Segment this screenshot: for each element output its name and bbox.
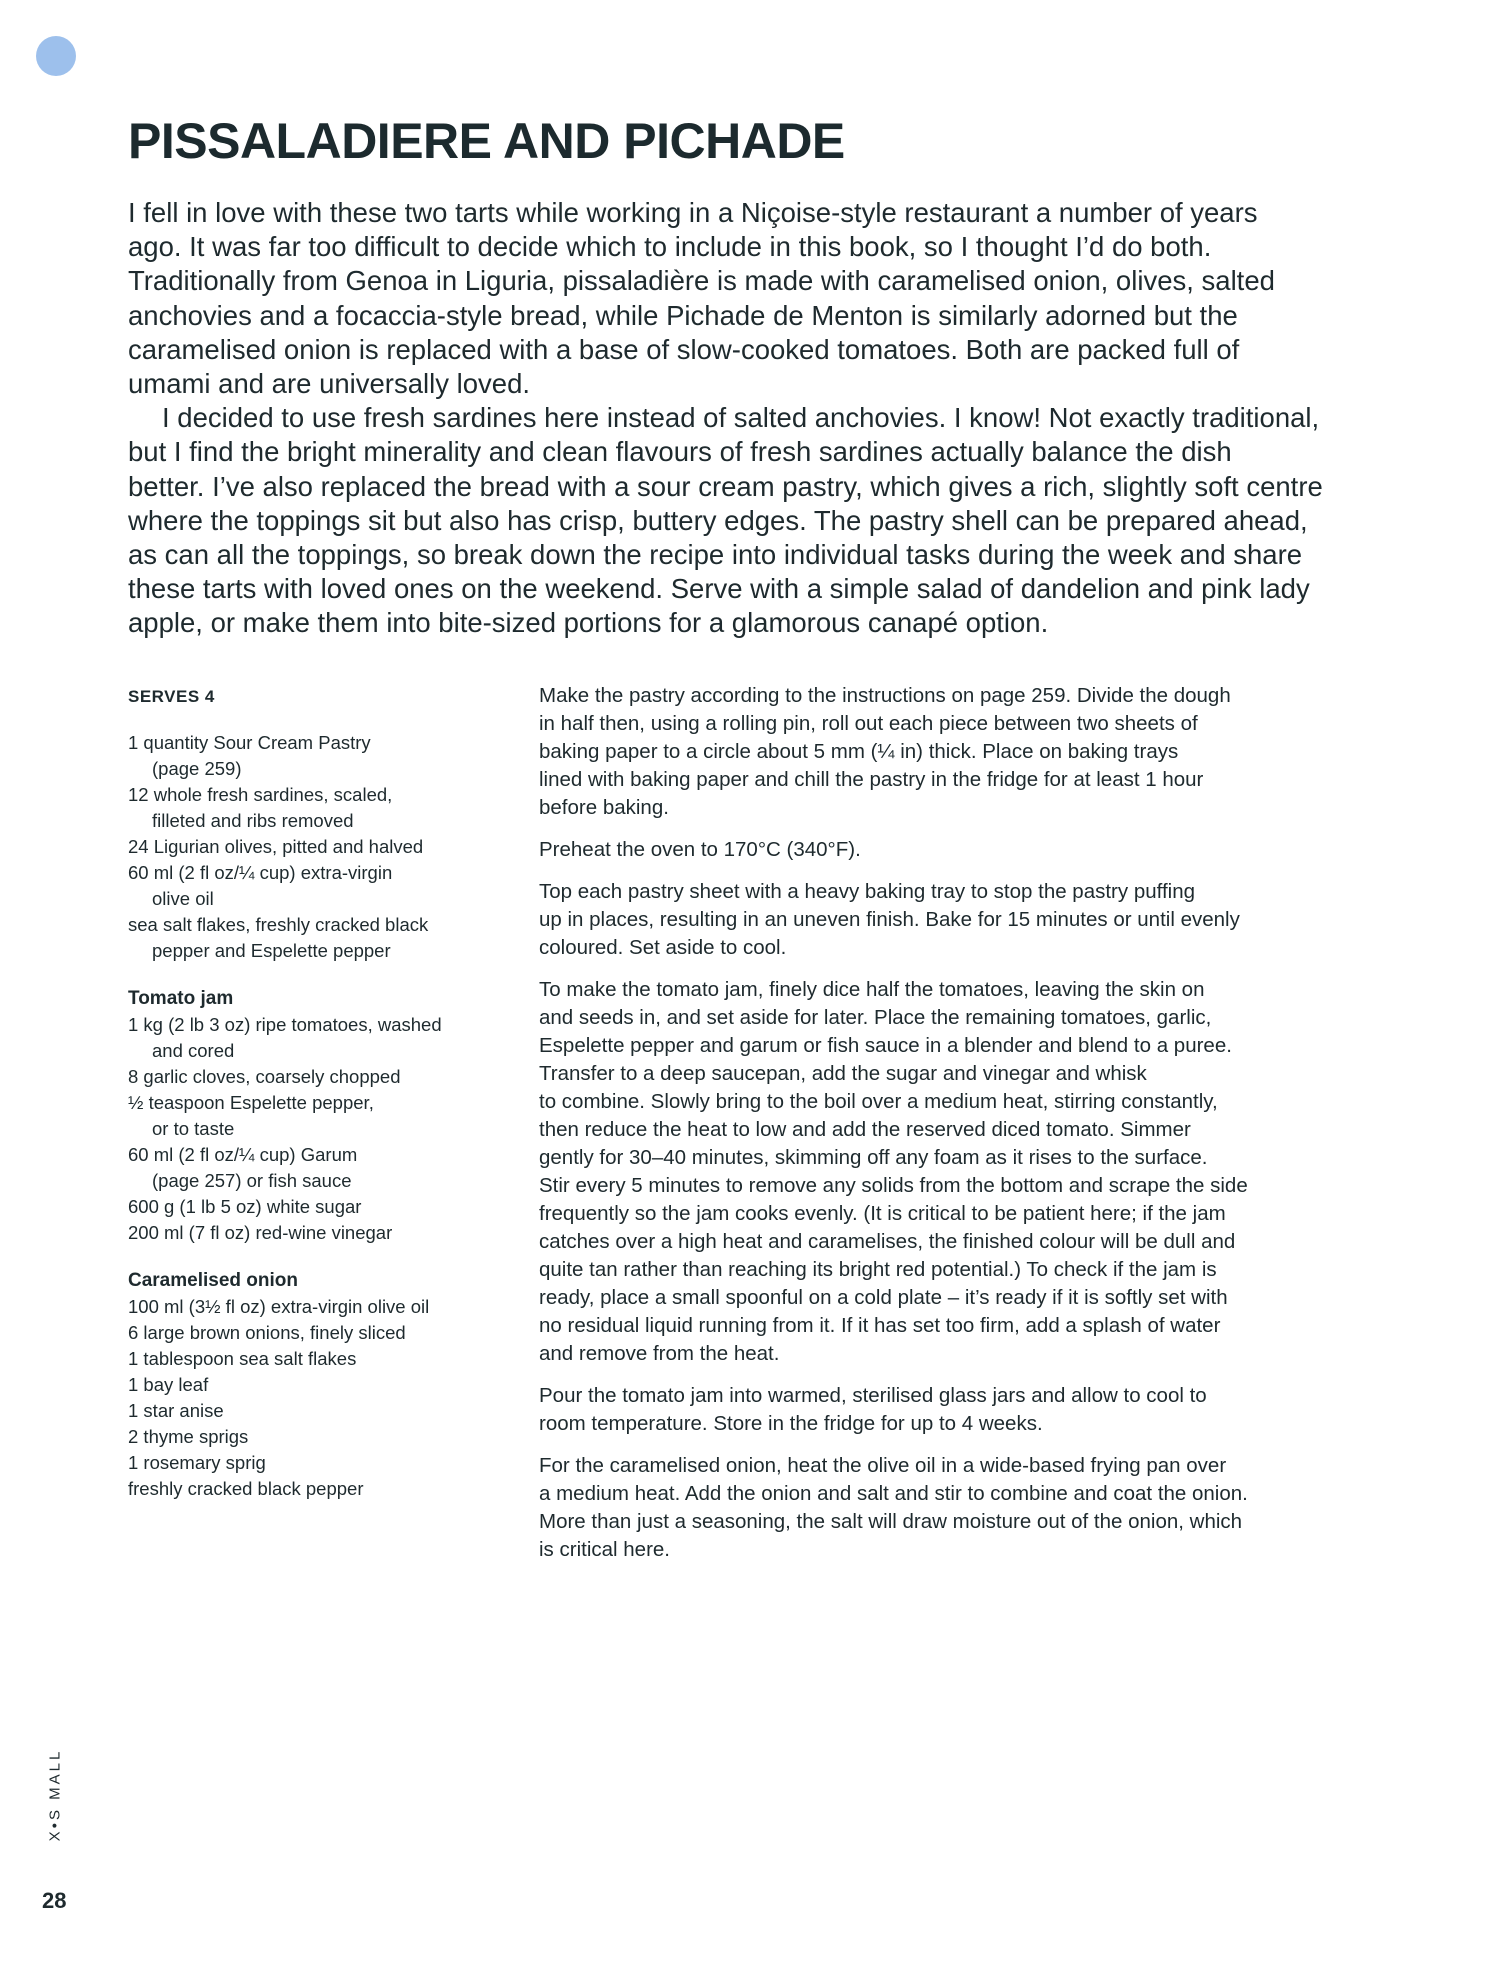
method-step bbox=[539, 878, 1369, 962]
text-line: sea salt flakes, freshly cracked black bbox=[128, 914, 429, 935]
text-line: pepper and Espelette pepper bbox=[152, 940, 391, 961]
text-line: and cored bbox=[152, 1040, 235, 1061]
ingredient-item bbox=[128, 1450, 508, 1476]
text-line: 60 ml (2 fl oz/¼ cup) extra-virgin bbox=[128, 862, 393, 883]
ingredient-item bbox=[128, 860, 508, 912]
text-line: caramelised onion is replaced with a base of slow-cooked tomatoes. Both are packed full of bbox=[128, 333, 1240, 365]
method-step bbox=[539, 976, 1369, 1368]
ingredient-item bbox=[128, 834, 508, 860]
text-line: For the caramelised onion, heat the olive oil in a wide-based frying pan over bbox=[539, 1454, 1227, 1477]
ingredient-group-title: Tomato jam bbox=[128, 988, 234, 1009]
ingredient-item bbox=[128, 1398, 508, 1424]
method-step bbox=[539, 1452, 1369, 1564]
text-line: these tarts with loved ones on the weekend. Serve with a simple salad of dandelion and pink lady bbox=[128, 573, 1310, 605]
ingredients-column bbox=[128, 684, 508, 1502]
text-line: or to taste bbox=[152, 1118, 235, 1139]
text-line: coloured. Set aside to cool. bbox=[539, 936, 787, 959]
text-line: Top each pastry sheet with a heavy baking tray to stop the pastry puffing bbox=[539, 880, 1196, 903]
ingredient-item bbox=[128, 1476, 508, 1502]
text-line: lined with baking paper and chill the pastry in the fridge for at least 1 hour bbox=[539, 768, 1204, 791]
text-line: quite tan rather than reaching its bright red potential.) To check if the jam is bbox=[539, 1258, 1217, 1281]
text-line: better. I’ve also replaced the bread with a sour cream pastry, which gives a rich, slightly soft centre bbox=[128, 470, 1323, 502]
text-line: no residual liquid running from it. If it has set too firm, add a splash of water bbox=[539, 1314, 1221, 1337]
text-line: catches over a high heat and caramelises, the finished colour will be dull and bbox=[539, 1230, 1236, 1253]
text-line: before baking. bbox=[539, 796, 669, 819]
text-line: anchovies and a focaccia-style bread, while Pichade de Menton is similarly adorned but the bbox=[128, 299, 1238, 331]
text-line: to combine. Slowly bring to the boil over a medium heat, stirring constantly, bbox=[539, 1090, 1218, 1113]
serves-label: SERVES 4 bbox=[128, 687, 215, 706]
text-line: Make the pastry according to the instructions on page 259. Divide the dough bbox=[539, 684, 1231, 707]
text-line: as can all the toppings, so break down the recipe into individual tasks during the week and share bbox=[128, 539, 1303, 571]
ingredient-group-title: Caramelised onion bbox=[128, 1270, 298, 1291]
text-line: room temperature. Store in the fridge for up to 4 weeks. bbox=[539, 1412, 1043, 1435]
text-line: Traditionally from Genoa in Liguria, pissaladière is made with caramelised onion, olives, salted bbox=[128, 265, 1275, 297]
method-step bbox=[539, 836, 1369, 864]
text-line: 60 ml (2 fl oz/¼ cup) Garum bbox=[128, 1144, 358, 1165]
text-line: in half then, using a rolling pin, roll out each piece between two sheets of bbox=[539, 712, 1198, 735]
text-line: Transfer to a deep saucepan, add the sugar and vinegar and whisk bbox=[539, 1062, 1147, 1085]
text-line: and remove from the heat. bbox=[539, 1342, 780, 1365]
text-line: but I find the bright minerality and clean flavours of fresh sardines actually balance the dish bbox=[128, 436, 1232, 468]
text-line: (page 257) or fish sauce bbox=[152, 1170, 352, 1191]
text-line: Stir every 5 minutes to remove any solids from the bottom and scrape the side bbox=[539, 1174, 1248, 1197]
ingredient-item bbox=[128, 1294, 508, 1320]
text-line: 8 garlic cloves, coarsely chopped bbox=[128, 1066, 401, 1087]
ingredient-item bbox=[128, 782, 508, 834]
text-line: ½ teaspoon Espelette pepper, bbox=[128, 1092, 374, 1113]
ingredient-item bbox=[128, 1320, 508, 1346]
text-line: I decided to use fresh sardines here instead of salted anchovies. I know! Not exactly traditional, bbox=[162, 402, 1320, 434]
text-line: I fell in love with these two tarts while working in a Niçoise-style restaurant a number of years bbox=[128, 197, 1258, 228]
page-number: 28 bbox=[42, 1888, 67, 1913]
text-line: a medium heat. Add the onion and salt and stir to combine and coat the onion. bbox=[539, 1482, 1248, 1505]
text-line: 2 thyme sprigs bbox=[128, 1426, 249, 1447]
method-column bbox=[539, 682, 1369, 1578]
text-line: olive oil bbox=[152, 888, 214, 909]
side-label-text: X•S MALL bbox=[46, 1748, 64, 1842]
side-label bbox=[40, 1750, 70, 1840]
ingredient-item bbox=[128, 1372, 508, 1398]
text-line: Espelette pepper and garum or fish sauce in a blender and blend to a puree. bbox=[539, 1034, 1232, 1057]
intro-text bbox=[128, 196, 1378, 641]
text-line: 1 tablespoon sea salt flakes bbox=[128, 1348, 357, 1369]
text-line: apple, or make them into bite-sized portions for a glamorous canapé option. bbox=[128, 607, 1049, 639]
method-step bbox=[539, 682, 1369, 822]
ingredient-item bbox=[128, 1064, 508, 1090]
text-line: 1 star anise bbox=[128, 1400, 224, 1421]
ingredient-item bbox=[128, 1090, 508, 1142]
text-line: To make the tomato jam, finely dice half the tomatoes, leaving the skin on bbox=[539, 978, 1205, 1001]
text-line: frequently so the jam cooks evenly. (It is critical to be patient here; if the jam bbox=[539, 1202, 1226, 1225]
text-line: and seeds in, and set aside for later. Place the remaining tomatoes, garlic, bbox=[539, 1006, 1212, 1029]
text-line: 1 rosemary sprig bbox=[128, 1452, 266, 1473]
intro-paragraph bbox=[128, 196, 1378, 401]
decorative-dot-icon bbox=[36, 36, 76, 76]
text-line: up in places, resulting in an uneven finish. Bake for 15 minutes or until evenly bbox=[539, 908, 1240, 931]
ingredient-item bbox=[128, 1346, 508, 1372]
text-line: freshly cracked black pepper bbox=[128, 1478, 364, 1499]
text-line: filleted and ribs removed bbox=[152, 810, 354, 831]
text-line: where the toppings sit but also has crisp, buttery edges. The pastry shell can be prepared ahead, bbox=[128, 504, 1308, 536]
text-line: (page 259) bbox=[152, 758, 242, 779]
text-line: 600 g (1 lb 5 oz) white sugar bbox=[128, 1196, 362, 1217]
ingredient-item bbox=[128, 730, 508, 782]
text-line: Pour the tomato jam into warmed, sterilised glass jars and allow to cool to bbox=[539, 1384, 1207, 1407]
text-line: umami and are universally loved. bbox=[128, 368, 530, 400]
text-line: 100 ml (3½ fl oz) extra-virgin olive oil bbox=[128, 1296, 430, 1317]
ingredient-item bbox=[128, 1220, 508, 1246]
text-line: 1 bay leaf bbox=[128, 1374, 209, 1395]
text-line: gently for 30–40 minutes, skimming off any foam as it rises to the surface. bbox=[539, 1146, 1208, 1169]
text-line: ago. It was far too difficult to decide which to include in this book, so I thought I’d do both. bbox=[128, 231, 1212, 263]
text-line: 1 kg (2 lb 3 oz) ripe tomatoes, washed bbox=[128, 1014, 442, 1035]
text-line: More than just a seasoning, the salt will draw moisture out of the onion, which bbox=[539, 1510, 1243, 1533]
ingredient-group bbox=[128, 1268, 508, 1502]
ingredient-group bbox=[128, 986, 508, 1246]
ingredient-item bbox=[128, 1142, 508, 1194]
text-line: 6 large brown onions, finely sliced bbox=[128, 1322, 406, 1343]
text-line: Preheat the oven to 170°C (340°F). bbox=[539, 838, 861, 861]
text-line: 1 quantity Sour Cream Pastry bbox=[128, 732, 371, 753]
text-line: 24 Ligurian olives, pitted and halved bbox=[128, 836, 424, 857]
ingredient-item bbox=[128, 1012, 508, 1064]
page-title: PISSALADIERE AND PICHADE bbox=[128, 113, 845, 169]
text-line: is critical here. bbox=[539, 1538, 671, 1561]
ingredient-group bbox=[128, 730, 508, 964]
text-line: 200 ml (7 fl oz) red-wine vinegar bbox=[128, 1222, 393, 1243]
text-line: 12 whole fresh sardines, scaled, bbox=[128, 784, 393, 805]
text-line: ready, place a small spoonful on a cold plate – it’s ready if it is softly set with bbox=[539, 1286, 1228, 1309]
text-line: then reduce the heat to low and add the reserved diced tomato. Simmer bbox=[539, 1118, 1191, 1141]
method-step bbox=[539, 1382, 1369, 1438]
ingredient-item bbox=[128, 1194, 508, 1220]
ingredient-item bbox=[128, 912, 508, 964]
text-line: baking paper to a circle about 5 mm (¼ in) thick. Place on baking trays bbox=[539, 740, 1179, 763]
ingredient-item bbox=[128, 1424, 508, 1450]
intro-paragraph bbox=[128, 401, 1378, 640]
